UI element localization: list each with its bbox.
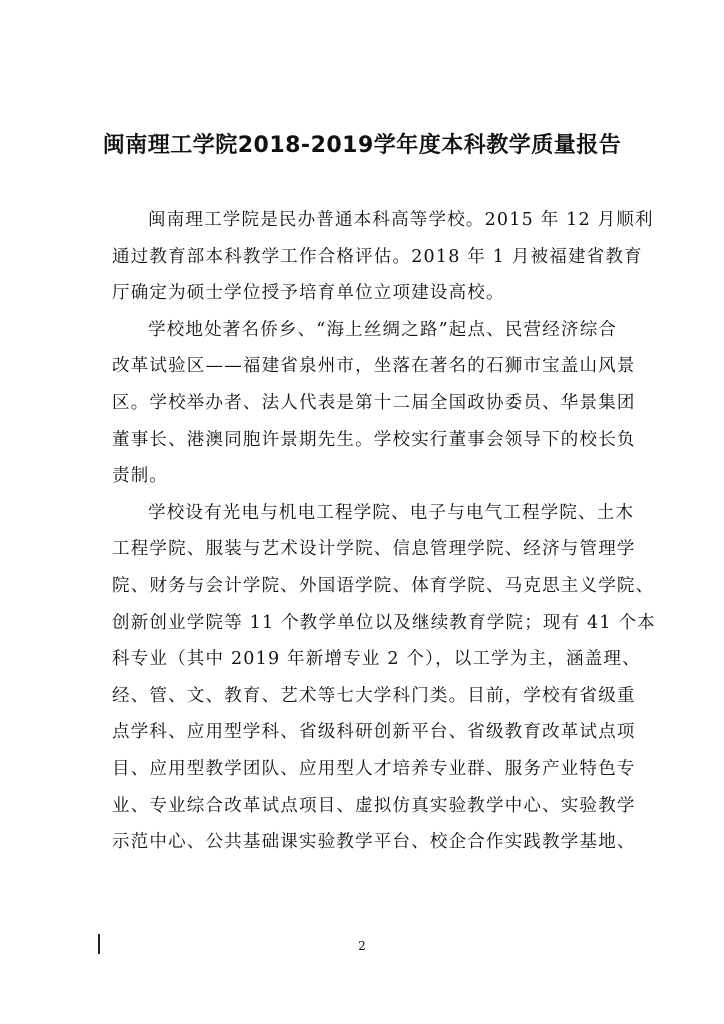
text-line: 经、管、文、教育、艺术等七大学科门类。目前，学校有省级重	[112, 685, 636, 706]
text-line: 科专业（其中 2019 年新增专业 2 个），以工学为主，涵盖理、	[112, 649, 641, 670]
text-line: 学校地处著名侨乡、“海上丝绸之路”起点、民营经济综合	[148, 319, 618, 340]
paragraph-2	[112, 312, 636, 495]
report-title: 闽南理工学院2018-2019学年度本科教学质量报告	[102, 133, 622, 158]
text-line: 董事长、港澳同胞许景期先生。学校实行董事会领导下的校长负	[112, 429, 636, 450]
text-line: 改革试验区——福建省泉州市，坐落在著名的石狮市宝盖山风景	[112, 356, 636, 377]
text-line: 点学科、应用型学科、省级科研创新平台、省级教育改革试点项	[112, 722, 636, 743]
text-line: 目、应用型教学团队、应用型人才培养专业群、服务产业特色专	[112, 758, 636, 779]
text-line: 区。学校举办者、法人代表是第十二届全国政协委员、华景集团	[112, 392, 636, 413]
text-line: 示范中心、公共基础课实验教学平台、校企合作实践教学基地、	[112, 832, 636, 853]
paragraph-3	[112, 495, 656, 861]
text-line: 通过教育部本科教学工作合格评估。2018 年 1 月被福建省教育	[112, 246, 643, 267]
text-line: 工程学院、服装与艺术设计学院、信息管理学院、经济与管理学	[112, 539, 636, 560]
text-line: 学校设有光电与机电工程学院、电子与电气工程学院、土木	[148, 502, 635, 523]
text-line: 责制。	[112, 466, 169, 487]
report-body	[112, 202, 656, 861]
text-line: 业、专业综合改革试点项目、虚拟仿真实验教学中心、实验教学	[112, 795, 636, 816]
text-line: 院、财务与会计学院、外国语学院、体育学院、马克思主义学院、	[112, 575, 655, 596]
text-line: 闽南理工学院是民办普通本科高等学校。2015 年 12 月顺利	[148, 210, 654, 230]
page-number: 2	[358, 939, 366, 953]
text-line: 厅确定为硕士学位授予培育单位立项建设高校。	[112, 283, 505, 304]
text-line: 创新创业学院等 11 个教学单位以及继续教育学院；现有 41 个本	[112, 612, 656, 633]
paragraph-1	[112, 202, 654, 312]
